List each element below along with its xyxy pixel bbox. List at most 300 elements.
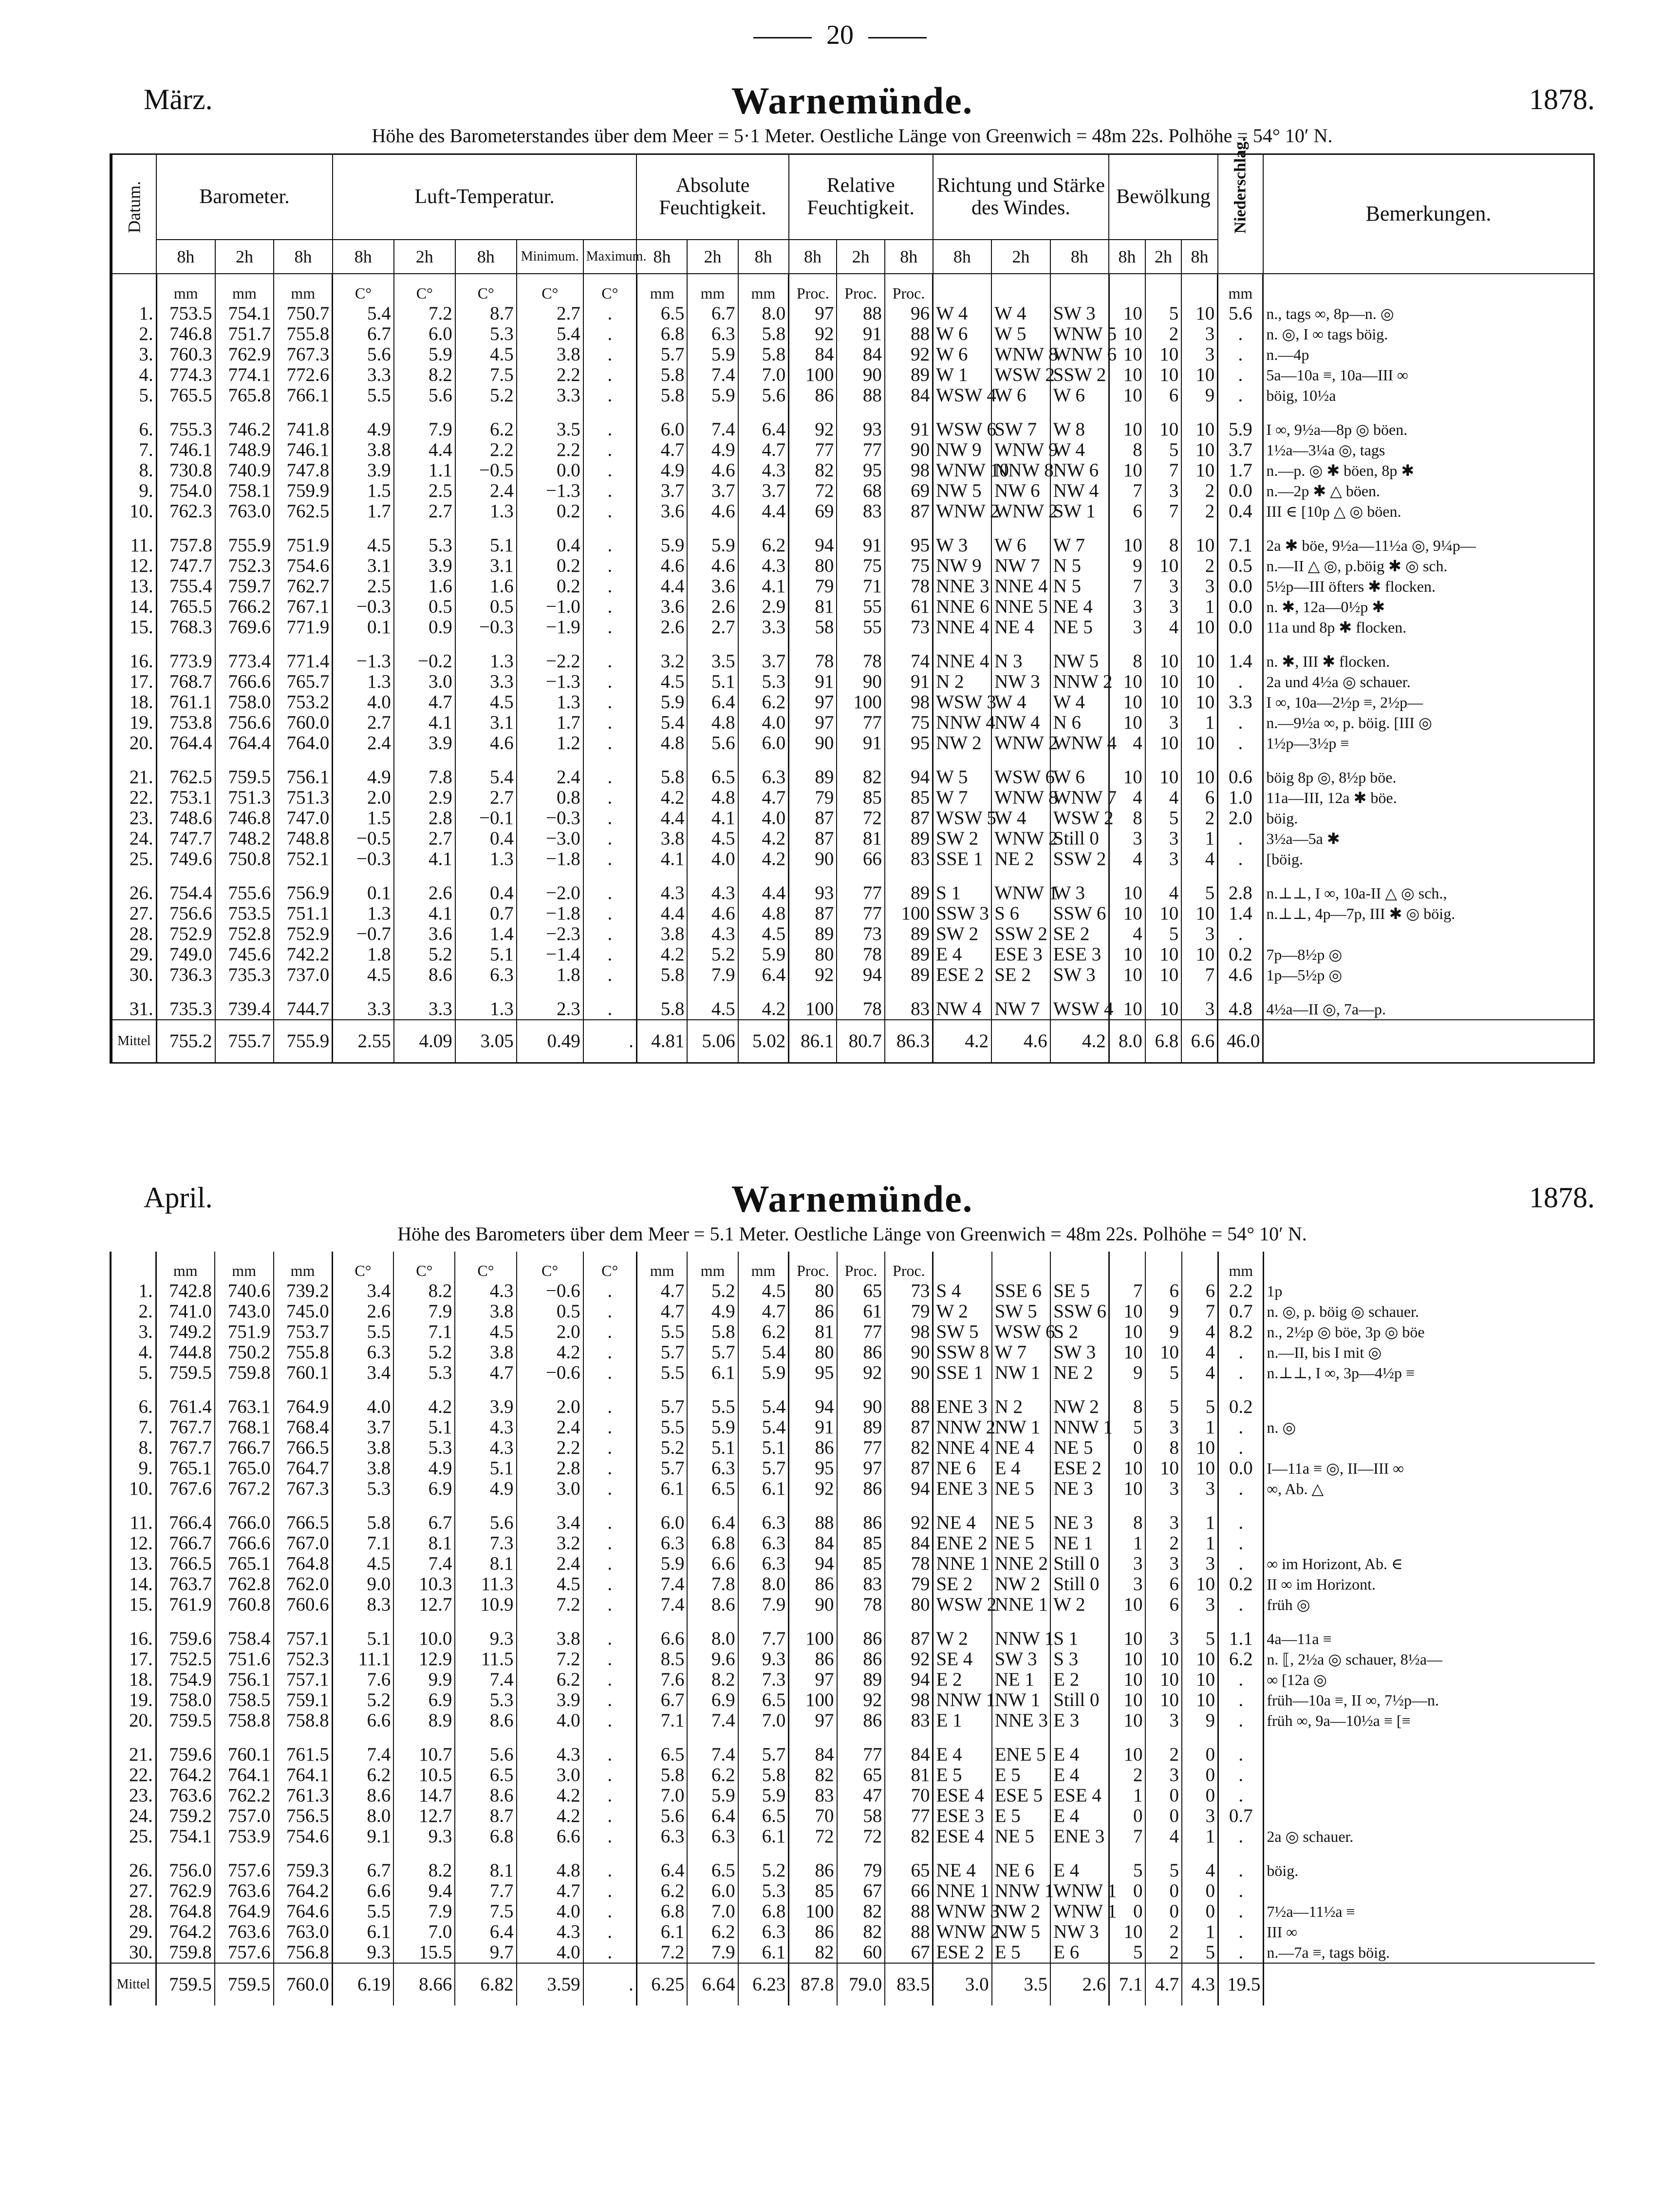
station-info: Höhe des Barometerstandes über dem Meer = 5·1 Meter. Oestliche Länge von Greenwich = 48m 22s. Polhöhe = 54° 10′ N. [372, 125, 1333, 147]
table-cell: NNE 3 [992, 1710, 1051, 1731]
table-cell: 5.8 [636, 365, 687, 385]
unit-cell [992, 1252, 1051, 1281]
table-cell: 6.0 [636, 1513, 687, 1533]
table-cell: 8.2 [1218, 1322, 1264, 1342]
unit-cell: C° [394, 274, 455, 303]
table-cell: 766.7 [156, 1533, 215, 1554]
table-cell: WNW 2 [933, 1922, 992, 1942]
table-cell: W 7 [1050, 535, 1109, 556]
sub-8h: 8h [274, 240, 333, 274]
table-cell: ENE 3 [933, 1479, 992, 1499]
table-cell: 5.9 [1218, 419, 1263, 440]
table-cell: 758.8 [215, 1710, 274, 1731]
spacer-cell [991, 522, 1050, 535]
table-cell: 759.6 [156, 1629, 215, 1649]
table-cell: 7.7 [738, 1629, 789, 1649]
table-cell: 6.3 [738, 1513, 789, 1533]
table-cell: 4.6 [687, 556, 738, 576]
table-cell: WNW 10 [933, 460, 992, 481]
table-cell: 7 [1182, 1301, 1218, 1322]
table-cell: 2.5 [394, 481, 455, 501]
spacer-cell [738, 869, 789, 883]
table-cell: 10.3 [393, 1574, 455, 1594]
table-cell: 0.2 [1218, 1397, 1264, 1417]
table-cell: 2 [1145, 1942, 1182, 1963]
table-cell: 767.1 [274, 597, 333, 617]
spacer-cell [992, 1731, 1051, 1744]
table-cell: 84 [837, 344, 885, 365]
table-cell: 7 [1109, 481, 1145, 501]
table-cell: SW 3 [1050, 1342, 1109, 1363]
spacer-cell [933, 753, 992, 767]
table-cell: 10 [1109, 1710, 1146, 1731]
spacer-cell [1109, 753, 1145, 767]
table-cell: 10 [1181, 419, 1218, 440]
table-cell: 11.5 [455, 1649, 516, 1669]
table-row [111, 1744, 1595, 1765]
table-cell: 2.6 [687, 597, 738, 617]
table-cell: Still 0 [1050, 1554, 1109, 1574]
table-cell: 3 [1181, 999, 1218, 1020]
spacer-cell [1218, 1499, 1264, 1513]
spacer-cell [687, 1615, 738, 1629]
table-cell: NNW 4 [933, 712, 992, 733]
table-cell: 7.1 [1218, 535, 1263, 556]
unit-cell [111, 1252, 156, 1281]
spacer-cell [1109, 869, 1145, 883]
unit-cell [1109, 1252, 1146, 1281]
table-cell: 6 [1145, 385, 1182, 406]
table-cell: WNW 1 [991, 883, 1050, 903]
spacer-cell [111, 1383, 156, 1397]
table-cell: 8.2 [393, 1860, 455, 1881]
spacer-cell [215, 406, 274, 419]
unit-cell: Proc. [837, 274, 885, 303]
table-cell: 10 [1109, 712, 1145, 733]
table-cell: 8. [111, 460, 156, 481]
table-cell: WSW 6 [992, 1322, 1051, 1342]
table-cell: 4.6 [1218, 965, 1263, 985]
unit-cell [1181, 274, 1218, 303]
table-cell: 10 [1182, 1690, 1218, 1710]
table-cell: 5.8 [687, 1322, 738, 1342]
table-cell: 10 [1109, 767, 1145, 787]
spacer-cell [583, 753, 637, 767]
table-row [111, 1649, 1595, 1669]
table-cell: 756.6 [156, 903, 215, 924]
table-cell: 3 [1145, 849, 1182, 869]
table-cell: 8.6 [687, 1594, 738, 1615]
table-cell: NW 3 [1050, 1922, 1109, 1942]
table-cell: 71 [837, 576, 885, 597]
table-cell: 5.6 [394, 385, 455, 406]
march-table [110, 137, 1595, 1064]
table-cell: 10 [1181, 903, 1218, 924]
table-cell: 753.5 [156, 303, 215, 324]
table-cell: 10 [1109, 1649, 1146, 1669]
table-cell: 761.9 [156, 1594, 215, 1615]
table-cell: . [583, 1281, 637, 1301]
table-cell: 5.3 [332, 1479, 393, 1499]
table-cell: 3 [1109, 1574, 1146, 1594]
spacer-cell [837, 1499, 885, 1513]
table-cell: n. ◎, p. böig ◎ schauer. [1267, 1303, 1419, 1320]
table-cell: 55 [837, 597, 885, 617]
table-cell: 5½p—III öfters ✱ flocken. [1266, 577, 1436, 595]
table-cell: 2.4 [333, 733, 394, 753]
table-cell: 89 [837, 1417, 885, 1438]
table-cell: 2a ◎ schauer. [1267, 1828, 1354, 1845]
table-cell: 95 [837, 460, 885, 481]
table-cell: . [583, 440, 637, 460]
table-cell: 769.6 [215, 617, 274, 637]
table-cell: . [583, 1806, 637, 1826]
table-cell: 77 [837, 1438, 885, 1458]
table-cell: . [1218, 1554, 1264, 1574]
table-cell: 6.5 [687, 767, 738, 787]
table-cell: 4.9 [393, 1458, 455, 1479]
table-cell: 730.8 [156, 460, 215, 481]
table-cell: 86 [789, 385, 837, 406]
table-cell: 6.9 [393, 1690, 455, 1710]
table-cell: 4.6 [687, 460, 738, 481]
table-cell: 757.6 [215, 1860, 274, 1881]
table-cell: 77 [885, 1806, 933, 1826]
table-cell: 4.4 [636, 576, 687, 597]
table-cell: 768.7 [156, 672, 215, 692]
unit-cell: mm [156, 274, 215, 303]
spacer-cell [111, 522, 156, 535]
table-cell: 2.0 [517, 1322, 583, 1342]
table-cell: E 4 [1050, 1860, 1109, 1881]
table-cell: WSW 2 [1050, 808, 1109, 828]
table-cell: 0.7 [1218, 1806, 1264, 1826]
table-cell: 5.1 [738, 1438, 789, 1458]
table-cell: 26. [111, 1860, 156, 1881]
table-cell: 767.7 [156, 1438, 215, 1458]
table-cell: 87 [885, 1629, 933, 1649]
table-cell: 2.8 [517, 1458, 583, 1479]
table-cell: NNE 1 [992, 1594, 1051, 1615]
table-cell: 735.3 [156, 999, 215, 1020]
table-cell: 753.5 [215, 903, 274, 924]
table-cell: 8.3 [332, 1594, 393, 1615]
table-cell: 6.4 [687, 692, 738, 712]
table-cell: 766.7 [215, 1438, 274, 1458]
table-cell: −3.0 [517, 828, 583, 849]
table-cell: 6.2 [687, 1922, 738, 1942]
table-cell: 7.9 [393, 1901, 455, 1922]
table-cell: 10 [1109, 965, 1145, 985]
table-cell: 5.9 [687, 385, 738, 406]
table-cell: 6.4 [687, 1513, 738, 1533]
table-cell: SW 2 [933, 924, 992, 944]
table-cell: 3.7 [687, 481, 738, 501]
table-cell: 5.4 [455, 767, 517, 787]
table-cell: . [1218, 324, 1263, 344]
table-cell: . [583, 1744, 637, 1765]
table-cell: 746.8 [215, 808, 274, 828]
table-cell: 2 [1181, 501, 1218, 522]
table-cell: 6.6 [517, 1826, 583, 1847]
table-cell: 3.2 [636, 651, 687, 672]
table-cell: 22. [111, 787, 156, 808]
table-cell: 0.4 [1218, 501, 1263, 522]
spacer-cell [393, 1615, 455, 1629]
table-cell: 7.9 [687, 1942, 738, 1963]
table-cell: 2.2 [1218, 1281, 1264, 1301]
table-cell: 82 [837, 1901, 885, 1922]
table-cell: . [583, 1594, 637, 1615]
spacer-cell [394, 753, 455, 767]
table-cell: 766.6 [215, 1533, 274, 1554]
table-cell: 61 [837, 1301, 885, 1322]
table-cell: 2.7 [687, 617, 738, 637]
table-cell: 4 [1182, 1860, 1218, 1881]
table-cell: 764.2 [156, 1765, 215, 1785]
spacer-cell [933, 637, 992, 651]
table-cell: 78 [885, 576, 933, 597]
table-cell: NE 3 [1050, 1479, 1109, 1499]
table-cell: 764.2 [274, 1881, 333, 1901]
table-cell: 6.4 [738, 419, 789, 440]
spacer-cell [111, 985, 156, 999]
table-cell: 746.2 [215, 419, 274, 440]
table-cell: 82 [885, 1438, 933, 1458]
spacer-cell [1263, 522, 1594, 535]
table-cell: 759.2 [156, 1806, 215, 1826]
spacer-cell [111, 1499, 156, 1513]
month-title: März. [144, 83, 213, 115]
table-cell: 757.8 [156, 535, 215, 556]
table-cell: 8.1 [393, 1533, 455, 1554]
table-row [111, 501, 1594, 522]
table-cell: 92 [885, 1513, 933, 1533]
table-cell: III ∈ [10p △ ◎ böen. [1266, 502, 1401, 520]
table-cell: S 2 [1050, 1322, 1109, 1342]
table-cell: 5.9 [738, 1785, 789, 1806]
sub-2h: 2h [1145, 240, 1182, 274]
table-cell: 2 [1145, 1922, 1182, 1942]
table-cell: 0 [1182, 1881, 1218, 1901]
table-cell: 5.6 [455, 1513, 516, 1533]
table-cell: 98 [885, 692, 933, 712]
table-cell: 6.5 [687, 1479, 738, 1499]
table-cell: . [583, 733, 637, 753]
table-cell: NW 2 [992, 1574, 1051, 1594]
table-cell: 55 [837, 617, 885, 637]
table-cell: 4.5 [455, 692, 517, 712]
mean-cell: 760.0 [274, 1963, 333, 2005]
spacer-cell [687, 985, 738, 999]
table-cell: 3.3 [738, 617, 789, 637]
table-cell: 6.2 [738, 535, 789, 556]
table-cell: 6.6 [636, 1629, 687, 1649]
spacer-cell [111, 637, 156, 651]
table-cell: 5.4 [517, 324, 583, 344]
table-cell: 4.3 [517, 1922, 583, 1942]
table-cell: 752.1 [274, 849, 333, 869]
table-row [111, 556, 1594, 576]
table-cell: 3.4 [517, 1513, 583, 1533]
table-cell: 6.2 [738, 1322, 789, 1342]
table-cell: 81 [885, 1765, 933, 1785]
table-cell: 5.2 [455, 385, 517, 406]
table-cell: 5 [1145, 1397, 1182, 1417]
table-cell: 3.8 [455, 1342, 516, 1363]
table-cell: 4.7 [738, 787, 789, 808]
spacer-cell [738, 1499, 789, 1513]
table-cell: E 2 [1050, 1669, 1109, 1690]
table-cell: 84 [885, 385, 933, 406]
table-cell: 6.9 [687, 1690, 738, 1710]
table-cell: 1 [1181, 597, 1218, 617]
spacer-cell [738, 522, 789, 535]
spacer-cell [1182, 1383, 1218, 1397]
table-cell: 762.5 [274, 501, 333, 522]
sub-8h: 8h [1181, 240, 1218, 274]
table-cell: 1. [111, 303, 156, 324]
table-cell: W 7 [933, 787, 992, 808]
table-cell: 9. [111, 1458, 156, 1479]
table-cell: 4.6 [687, 903, 738, 924]
table-cell: W 2 [933, 1301, 992, 1322]
sub-8h: 8h [738, 240, 789, 274]
table-cell: 10 [1109, 1342, 1146, 1363]
table-cell: 4.9 [333, 767, 394, 787]
table-cell: 0.1 [333, 883, 394, 903]
table-cell: 91 [885, 419, 933, 440]
table-cell: −0.1 [455, 808, 517, 828]
table-cell: 10 [1109, 692, 1145, 712]
table-cell: 5 [1182, 1629, 1218, 1649]
table-cell: 3 [1182, 1479, 1218, 1499]
table-cell: 86 [837, 1479, 885, 1499]
table-cell: 5.9 [687, 1417, 738, 1438]
unit-cell [991, 274, 1050, 303]
table-cell: 86 [789, 1438, 837, 1458]
table-cell: 23. [111, 1785, 156, 1806]
mean-cell: . [583, 1963, 637, 2005]
header-temperature: Luft-Temperatur. [333, 154, 637, 240]
table-cell: 4.5 [738, 924, 789, 944]
table-cell: 747.0 [274, 808, 333, 828]
table-cell: 736.3 [156, 965, 215, 985]
table-cell: . [583, 1942, 637, 1963]
header-cloud: Bewölkung [1109, 154, 1218, 240]
table-cell: 72 [789, 481, 837, 501]
table-cell: 9.3 [332, 1942, 393, 1963]
spacer-cell [332, 1383, 393, 1397]
table-cell: 750.8 [215, 849, 274, 869]
table-cell: 84 [789, 1533, 837, 1554]
spacer-cell [1181, 753, 1218, 767]
table-row [111, 672, 1594, 692]
table-cell: 8 [1109, 1513, 1146, 1533]
table-cell: 3 [1145, 1479, 1182, 1499]
table-cell: 6 [1181, 787, 1218, 808]
table-cell: 9.3 [455, 1629, 516, 1649]
table-cell: 741.0 [156, 1301, 215, 1322]
spacer-cell [1109, 1615, 1146, 1629]
table-cell: 6.3 [738, 1922, 789, 1942]
table-cell: NW 1 [992, 1417, 1051, 1438]
spacer-cell [1263, 406, 1594, 419]
table-cell: 0.2 [1218, 944, 1263, 965]
table-cell: 749.0 [156, 944, 215, 965]
table-cell: 91 [837, 733, 885, 753]
spacer-row [111, 1615, 1595, 1629]
table-cell: 773.9 [156, 651, 215, 672]
table-cell: W 6 [991, 385, 1050, 406]
table-cell: 0.0 [1218, 597, 1263, 617]
station-info: Höhe des Barometers über dem Meer = 5.1 Meter. Oestliche Länge von Greenwich = 48m 22s. Polhöhe = 54° 10′ N. [397, 1223, 1307, 1245]
table-cell: 3.5 [687, 651, 738, 672]
table-cell: NNW 1 [933, 1690, 992, 1710]
table-cell: 10 [1145, 999, 1182, 1020]
table-cell: 3 [1145, 1765, 1182, 1785]
table-cell: 756.6 [215, 712, 274, 733]
header-datum: Datum. [111, 154, 156, 274]
mean-cell: 0.49 [517, 1020, 583, 1063]
table-cell: . [1218, 1594, 1264, 1615]
sub-8h: 8h [1109, 240, 1145, 274]
table-cell: 765.1 [156, 1458, 215, 1479]
table-cell: früh—10a ≡, II ∞, 7½p—n. [1267, 1691, 1439, 1709]
spacer-cell [885, 1615, 933, 1629]
table-cell: 6.7 [332, 1860, 393, 1881]
spacer-cell [687, 753, 738, 767]
table-cell: 9 [1182, 1710, 1218, 1731]
table-cell: 9.3 [738, 1649, 789, 1669]
spacer-cell [738, 1383, 789, 1397]
table-cell: 764.9 [274, 1397, 333, 1417]
table-cell: 83 [837, 1574, 885, 1594]
table-row [111, 1710, 1595, 1731]
table-cell: 10 [1145, 344, 1182, 365]
spacer-cell [1218, 406, 1263, 419]
table-cell: 6.3 [636, 1826, 687, 1847]
table-cell: 88 [885, 1922, 933, 1942]
table-cell [1263, 924, 1594, 944]
table-cell: 755.8 [274, 1342, 333, 1363]
table-cell: 0.7 [455, 903, 517, 924]
table-cell: 29. [111, 1922, 156, 1942]
table-row [111, 1479, 1595, 1499]
table-cell: SSW 6 [1050, 903, 1109, 924]
table-cell: 1p—5½p ◎ [1266, 966, 1343, 984]
table-cell: 12.7 [393, 1594, 455, 1615]
spacer-cell [687, 1731, 738, 1744]
spacer-cell [333, 985, 394, 999]
spacer-cell [517, 1731, 583, 1744]
table-cell: 766.6 [215, 672, 274, 692]
table-cell: 92 [789, 419, 837, 440]
table-cell: 4.8 [636, 733, 687, 753]
mean-cell: 4.7 [1145, 1963, 1182, 2005]
table-cell: 10 [1145, 944, 1182, 965]
table-cell: 10 [1182, 1649, 1218, 1669]
spacer-cell [738, 1615, 789, 1629]
spacer-cell [1182, 1499, 1218, 1513]
mean-cell: 6.23 [738, 1963, 789, 2005]
table-cell: 8.6 [332, 1785, 393, 1806]
table-cell: 13. [111, 576, 156, 597]
table-cell: 4 [1145, 883, 1182, 903]
table-cell: n. ◎ [1267, 1419, 1296, 1436]
table-cell: 3.0 [394, 672, 455, 692]
table-cell: 11.1 [332, 1649, 393, 1669]
